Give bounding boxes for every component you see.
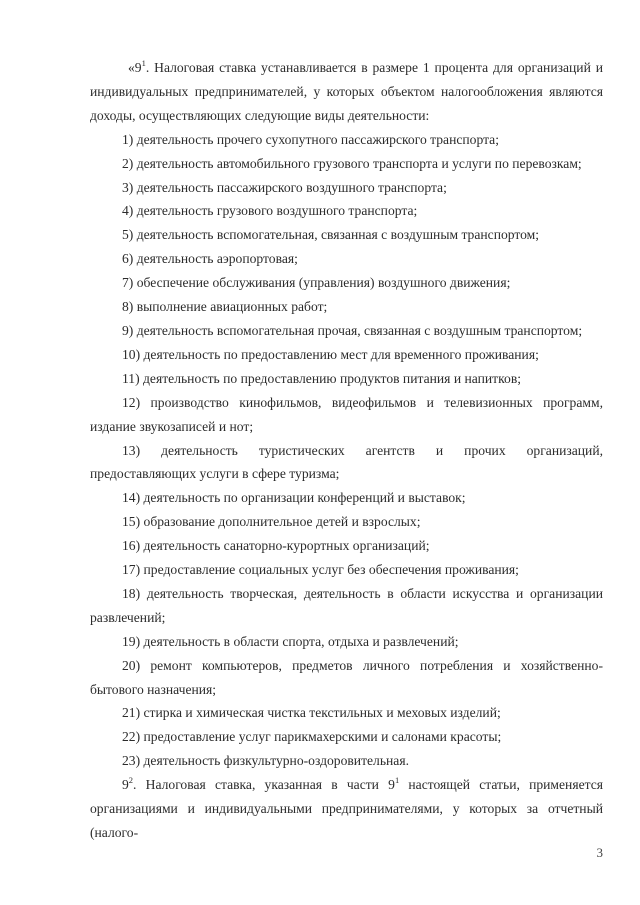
- list-item: 7) обеспечение обслуживания (управления) воздушного движения;: [122, 275, 511, 291]
- list-item: 21) стирка и химическая чистка текстильных и меховых изделий;: [122, 705, 501, 721]
- intro-paragraph: [90, 56, 603, 128]
- list-item: 12) производство кинофильмов, видеофильмов и телевизионных программ, издание звукозаписей и нот;: [90, 394, 603, 434]
- outro-superscript: 2: [128, 775, 134, 786]
- outro-number: 9: [122, 777, 129, 793]
- list-item: 4) деятельность грузового воздушного транспорта;: [122, 203, 418, 219]
- list-item: 5) деятельность вспомогательная, связанная с воздушным транспортом;: [122, 227, 540, 243]
- list-item: 19) деятельность в области спорта, отдыха и развлечений;: [122, 633, 459, 649]
- list-item: 1) деятельность прочего сухопутного пассажирского транспорта;: [122, 131, 499, 147]
- list-item: 9) деятельность вспомогательная прочая, связанная с воздушным транспортом;: [122, 322, 583, 338]
- outro-paragraph: [90, 773, 603, 845]
- list-item: 6) деятельность аэропортовая;: [122, 251, 298, 267]
- page-number: 3: [596, 845, 603, 860]
- list-item: 2) деятельность автомобильного грузового транспорта и услуги по перевозкам;: [122, 155, 582, 171]
- list-item: 22) предоставление услуг парикмахерскими и салонами красоты;: [122, 729, 502, 745]
- list-item: 14) деятельность по организации конференций и выставок;: [122, 490, 466, 506]
- list-item: 8) выполнение авиационных работ;: [122, 299, 328, 315]
- document-body: [90, 56, 603, 845]
- outro-ref-superscript: 1: [394, 775, 400, 786]
- intro-number: «9: [128, 60, 142, 75]
- list-item: 3) деятельность пассажирского воздушного транспорта;: [122, 179, 447, 195]
- activity-list: [90, 128, 603, 773]
- list-item: 17) предоставление социальных услуг без обеспечения проживания;: [122, 562, 519, 578]
- intro-superscript: 1: [141, 58, 146, 68]
- list-item: 23) деятельность физкультурно-оздоровительная.: [122, 753, 409, 769]
- list-item: 18) деятельность творческая, деятельность в области искусства и организации развлечений;: [90, 585, 603, 625]
- outro-text-b: настоящей статьи, применяется организациями и индивидуальными предпринимателями, у которых за отчетный (налого-: [90, 777, 604, 840]
- list-item: 20) ремонт компьютеров, предметов личного потребления и хозяйственно-бытового назначения;: [90, 657, 603, 697]
- list-item: 13) деятельность туристических агентств и прочих организаций, предоставляющих услуги в сфере туризма;: [90, 442, 603, 482]
- list-item: 10) деятельность по предоставлению мест для временного проживания;: [122, 346, 539, 362]
- outro-text-a: . Налоговая ставка, указанная в части 9: [133, 777, 395, 793]
- list-item: 11) деятельность по предоставлению продуктов питания и напитков;: [122, 370, 522, 386]
- intro-text: . Налоговая ставка устанавливается в размере 1 процента для организаций и индивидуальных предпринимателей, у которых объектом налогообложения являются доходы, осуществляющих следующие виды деятельности:: [90, 60, 603, 123]
- list-item: 16) деятельность санаторно-курортных организаций;: [122, 538, 430, 554]
- list-item: 15) образование дополнительное детей и взрослых;: [122, 514, 421, 530]
